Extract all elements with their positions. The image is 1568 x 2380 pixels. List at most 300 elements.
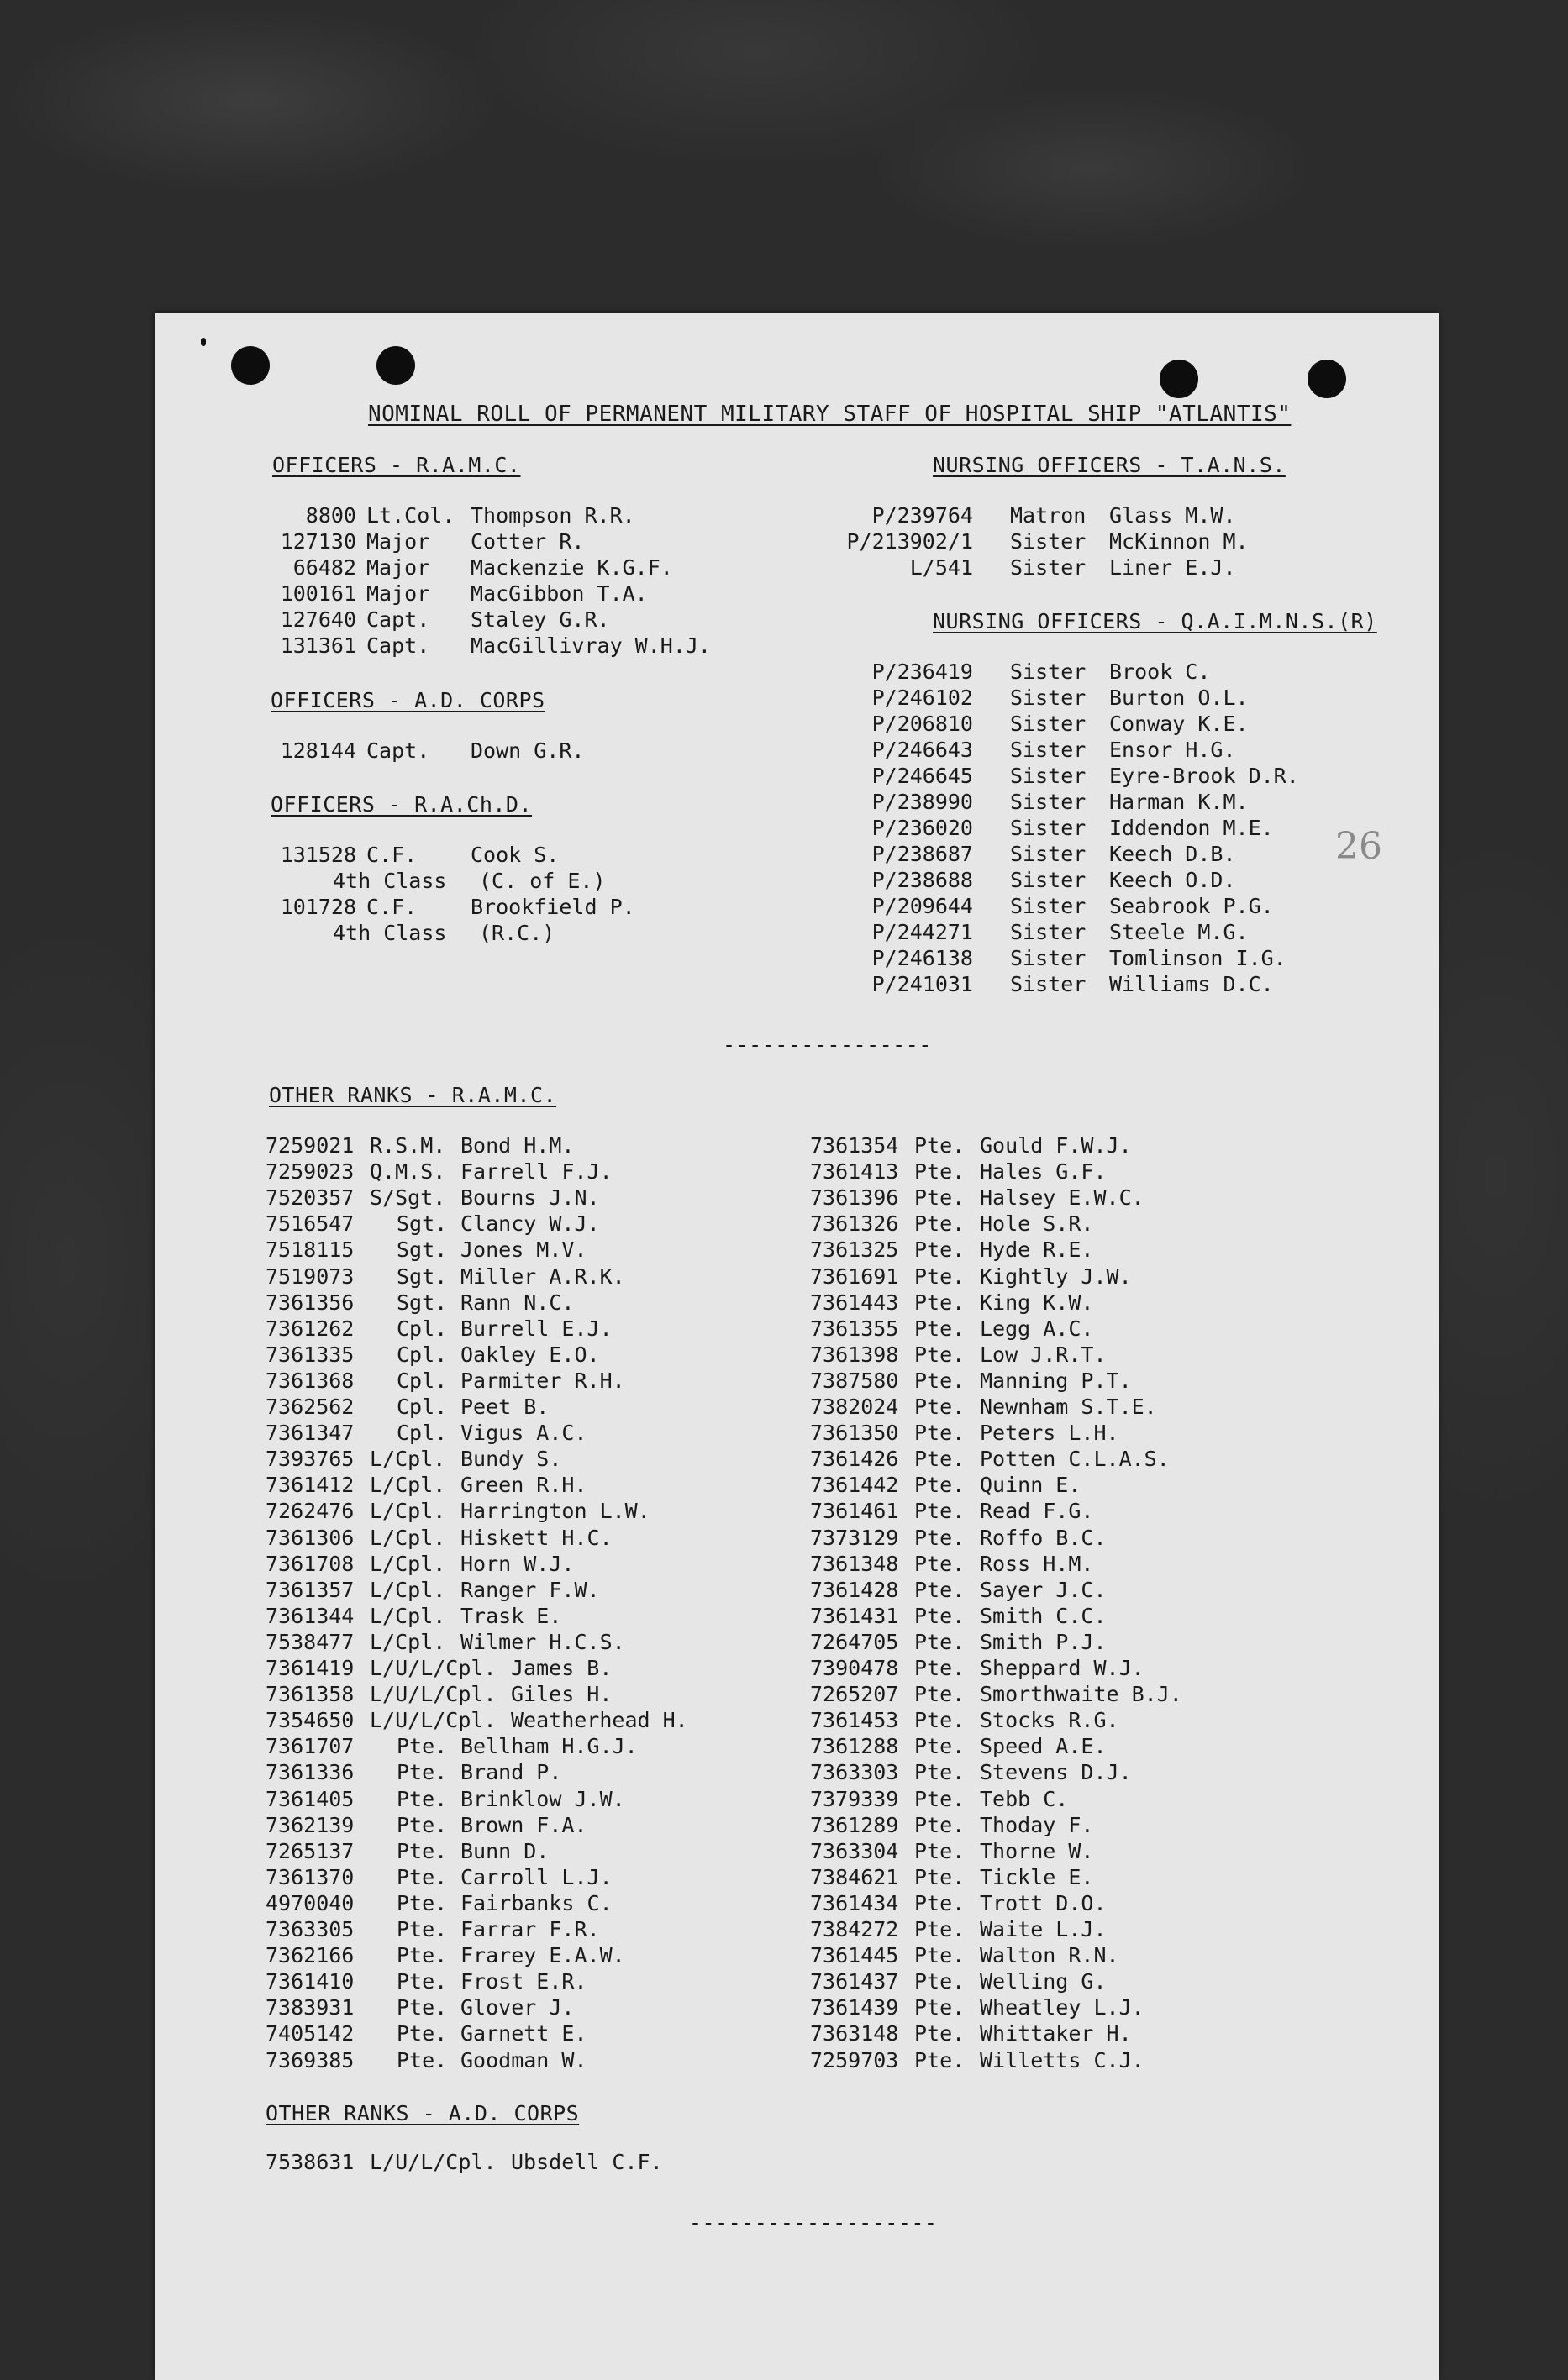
name: Wheatley L.J. bbox=[980, 1995, 1144, 2020]
name: Staley G.R. bbox=[471, 607, 610, 632]
service-number: 7354650 bbox=[266, 1708, 355, 1733]
roll-entry bbox=[155, 1994, 1439, 2020]
name: Tebb C. bbox=[980, 1786, 1069, 1811]
heading-other-ranks-ad: OTHER RANKS - A.D. CORPS bbox=[266, 2101, 580, 2125]
service-number: 131361 bbox=[280, 633, 356, 658]
service-number: 7361350 bbox=[810, 1421, 899, 1446]
service-number: 7361357 bbox=[266, 1577, 355, 1602]
roll-entry bbox=[155, 1237, 1439, 1263]
name: King K.W. bbox=[980, 1290, 1094, 1315]
rank: Pte. bbox=[914, 1499, 966, 1524]
service-number: 7259021 bbox=[266, 1133, 355, 1158]
page-number: 26 bbox=[1335, 825, 1382, 868]
ink-speck bbox=[201, 338, 206, 346]
service-number: 7361442 bbox=[810, 1473, 899, 1498]
rank: Pte. bbox=[914, 1551, 966, 1576]
rank: Pte. bbox=[914, 1211, 966, 1237]
rank: Pte. bbox=[914, 1629, 966, 1654]
rank: L/Cpl. bbox=[370, 1629, 446, 1654]
heading-officers-ramc: OFFICERS - R.A.M.C. bbox=[272, 453, 521, 477]
service-number: P/239764 bbox=[871, 503, 973, 528]
rank: Lt.Col. bbox=[366, 503, 455, 528]
heading-other-ranks-ramc: OTHER RANKS - R.A.M.C. bbox=[269, 1083, 557, 1107]
roll-entry bbox=[155, 1551, 1439, 1577]
service-number: 7361355 bbox=[810, 1316, 899, 1341]
service-number: 7361398 bbox=[810, 1342, 899, 1367]
rank: Pte. bbox=[914, 1133, 966, 1158]
rank: L/Cpl. bbox=[370, 1603, 446, 1628]
rank: Pte. bbox=[914, 1864, 966, 1889]
rank: Sister bbox=[1010, 946, 1087, 970]
service-number: 7361348 bbox=[810, 1551, 899, 1576]
service-number: 7361412 bbox=[266, 1473, 355, 1498]
rank: Sister bbox=[1010, 764, 1087, 788]
roll-entry bbox=[155, 1916, 1439, 1942]
rank: Capt. bbox=[366, 738, 430, 763]
rank: Sister bbox=[1010, 920, 1087, 944]
roll-entry bbox=[155, 971, 1439, 997]
name: Brinklow J.W. bbox=[460, 1786, 625, 1811]
service-number: 7405142 bbox=[266, 2021, 355, 2046]
name: Oakley E.O. bbox=[460, 1342, 600, 1367]
rank: Pte. bbox=[914, 1917, 966, 1941]
name: Burrell E.J. bbox=[460, 1316, 613, 1341]
name: Harman K.M. bbox=[1109, 790, 1249, 814]
service-number: 7363148 bbox=[810, 2021, 899, 2046]
name: Sheppard W.J. bbox=[980, 1656, 1144, 1680]
rank: Cpl. bbox=[397, 1421, 448, 1446]
bottom-divider: ------------------- bbox=[689, 2210, 938, 2235]
name: Burton O.L. bbox=[1109, 686, 1249, 710]
name: Potten C.L.A.S. bbox=[980, 1447, 1170, 1472]
name: Trott D.O. bbox=[980, 1890, 1107, 1915]
rank: Pte. bbox=[914, 1734, 966, 1759]
heading-nursing-tans: NURSING OFFICERS - T.A.N.S. bbox=[933, 453, 1286, 477]
name: Harrington L.W. bbox=[460, 1499, 650, 1524]
service-number: 7265137 bbox=[266, 1838, 355, 1863]
roll-entry bbox=[155, 1890, 1439, 1916]
rank: Sister bbox=[1010, 894, 1087, 918]
name: Glover J. bbox=[460, 1995, 575, 2020]
roll-entry bbox=[155, 1786, 1439, 1812]
service-number: 7361335 bbox=[266, 1342, 355, 1367]
rank: Sister bbox=[1010, 868, 1087, 892]
service-number: 7384272 bbox=[810, 1917, 899, 1941]
service-number: 7384621 bbox=[810, 1864, 899, 1889]
rank: Pte. bbox=[914, 1838, 966, 1863]
name: Eyre-Brook D.R. bbox=[1109, 764, 1299, 788]
service-number: 7361445 bbox=[810, 1943, 899, 1968]
rank: Sister bbox=[1010, 712, 1087, 736]
name: Ensor H.G. bbox=[1109, 738, 1236, 762]
name: Ross H.M. bbox=[980, 1551, 1094, 1576]
service-number: 7379339 bbox=[810, 1786, 899, 1811]
rank: Pte. bbox=[914, 1995, 966, 2020]
service-number: 7363304 bbox=[810, 1838, 899, 1863]
roll-entry bbox=[155, 1498, 1439, 1524]
roll-entry bbox=[155, 1655, 1439, 1681]
roll-entry bbox=[155, 737, 1439, 763]
rank: Pte. bbox=[914, 1473, 966, 1498]
rank: Pte. bbox=[914, 1682, 966, 1707]
service-number: 7361396 bbox=[810, 1185, 899, 1211]
rank: C.F. bbox=[366, 895, 418, 919]
roll-entry bbox=[155, 685, 1439, 711]
name: Waite L.J. bbox=[980, 1917, 1107, 1941]
rank-class: 4th Class bbox=[333, 921, 447, 945]
roll-entry bbox=[155, 711, 1439, 737]
service-number: 7361437 bbox=[810, 1969, 899, 1994]
roll-entry bbox=[155, 763, 1439, 789]
service-number: 7361461 bbox=[810, 1499, 899, 1524]
roll-entry bbox=[155, 919, 1439, 945]
name: Read F.G. bbox=[980, 1499, 1094, 1524]
roll-entry bbox=[155, 1368, 1439, 1394]
service-number: P/213902/1 bbox=[846, 529, 973, 554]
name: McKinnon M. bbox=[1109, 529, 1249, 554]
roll-entry bbox=[155, 867, 1439, 893]
service-number: 7363303 bbox=[810, 1760, 899, 1785]
rank: Cpl. bbox=[397, 1395, 448, 1419]
roll-entry bbox=[155, 633, 1439, 659]
roll-entry bbox=[155, 528, 1439, 554]
service-number: P/236020 bbox=[871, 816, 973, 840]
rank: Pte. bbox=[397, 2047, 448, 2073]
service-number: 7361368 bbox=[266, 1368, 355, 1393]
roll-entry bbox=[155, 1864, 1439, 1890]
document-title: NOMINAL ROLL OF PERMANENT MILITARY STAFF OF HOSPITAL SHIP "ATLANTIS" bbox=[368, 402, 1292, 427]
punch-hole bbox=[1308, 360, 1346, 398]
name: Thorne W. bbox=[980, 1838, 1094, 1863]
service-number: 100161 bbox=[280, 581, 356, 606]
name: MacGibbon T.A. bbox=[471, 581, 648, 606]
rank: Cpl. bbox=[397, 1316, 448, 1341]
service-number: P/241031 bbox=[871, 972, 973, 996]
punch-hole bbox=[376, 346, 415, 385]
rank: Sister bbox=[1010, 972, 1087, 996]
section-divider: ---------------- bbox=[723, 1032, 932, 1057]
rank: Pte. bbox=[914, 1760, 966, 1785]
name: Halsey E.W.C. bbox=[980, 1185, 1144, 1211]
service-number: P/209644 bbox=[871, 894, 973, 918]
name: Jones M.V. bbox=[460, 1237, 587, 1263]
name: James B. bbox=[511, 1656, 613, 1680]
roll-entry bbox=[155, 1446, 1439, 1472]
service-number: 7383931 bbox=[266, 1995, 355, 2020]
rank: Pte. bbox=[914, 1290, 966, 1315]
rank: Pte. bbox=[397, 1734, 448, 1759]
name: Iddendon M.E. bbox=[1109, 816, 1274, 840]
rank: Pte. bbox=[397, 1969, 448, 1994]
service-number: 7361325 bbox=[810, 1237, 899, 1263]
service-number: 7361707 bbox=[266, 1734, 355, 1759]
rank: Pte. bbox=[397, 2021, 448, 2046]
rank: L/Cpl. bbox=[370, 1525, 446, 1550]
service-number: 7538477 bbox=[266, 1629, 355, 1654]
roll-entry bbox=[155, 659, 1439, 685]
service-number: 7361453 bbox=[810, 1708, 899, 1733]
rank: Cpl. bbox=[397, 1342, 448, 1367]
rank: L/Cpl. bbox=[370, 1473, 446, 1498]
name: Newnham S.T.E. bbox=[980, 1395, 1157, 1419]
rank: L/Cpl. bbox=[370, 1577, 446, 1602]
service-number: 7362562 bbox=[266, 1395, 355, 1419]
roll-entry bbox=[155, 1316, 1439, 1342]
roll-entry bbox=[155, 1733, 1439, 1759]
rank: Pte. bbox=[914, 1159, 966, 1185]
service-number: 7361344 bbox=[266, 1603, 355, 1628]
rank: Sister bbox=[1010, 659, 1087, 684]
name: Keech O.D. bbox=[1109, 868, 1236, 892]
rank: Major bbox=[366, 529, 430, 554]
service-number: 7361691 bbox=[810, 1264, 899, 1289]
rank: Pte. bbox=[914, 1943, 966, 1968]
service-number: 7361439 bbox=[810, 1995, 899, 2020]
rank: R.S.M. bbox=[370, 1133, 446, 1158]
roll-entry bbox=[155, 789, 1439, 815]
service-number: 7361434 bbox=[810, 1890, 899, 1915]
service-number: 7390478 bbox=[810, 1656, 899, 1680]
heading-officers-ad: OFFICERS - A.D. CORPS bbox=[271, 688, 545, 712]
name: Giles H. bbox=[511, 1682, 613, 1707]
rank: Pte. bbox=[397, 1864, 448, 1889]
rank: Pte. bbox=[914, 1786, 966, 1811]
name: Tomlinson I.G. bbox=[1109, 946, 1286, 970]
roll-entry bbox=[155, 1681, 1439, 1707]
service-number: P/238990 bbox=[871, 790, 973, 814]
roll-entry bbox=[155, 1472, 1439, 1498]
service-number: 7387580 bbox=[810, 1368, 899, 1393]
name: Farrell F.J. bbox=[460, 1159, 613, 1185]
roll-entry bbox=[155, 1342, 1439, 1368]
roll-entry bbox=[155, 893, 1439, 919]
name: Cook S. bbox=[471, 843, 560, 867]
roll-entry bbox=[155, 841, 1439, 867]
name: Hole S.R. bbox=[980, 1211, 1094, 1237]
service-number: 7361347 bbox=[266, 1421, 355, 1446]
roll-entry bbox=[155, 1525, 1439, 1551]
service-number: 7361336 bbox=[266, 1760, 355, 1785]
roll-entry bbox=[155, 815, 1439, 841]
service-number: 7361354 bbox=[810, 1133, 899, 1158]
service-number: 7363305 bbox=[266, 1917, 355, 1941]
service-number: 7262476 bbox=[266, 1499, 355, 1524]
service-number: 7361431 bbox=[810, 1603, 899, 1628]
service-number: 7519073 bbox=[266, 1264, 355, 1289]
service-number: 7361358 bbox=[266, 1682, 355, 1707]
service-number: 4970040 bbox=[266, 1890, 355, 1915]
name: Liner E.J. bbox=[1109, 555, 1236, 580]
name: Down G.R. bbox=[471, 738, 585, 763]
name: Smith C.C. bbox=[980, 1603, 1107, 1628]
roll-entry bbox=[155, 1759, 1439, 1785]
name: MacGillivray W.H.J. bbox=[471, 633, 711, 658]
service-number: P/246102 bbox=[871, 686, 973, 710]
name: Seabrook P.G. bbox=[1109, 894, 1274, 918]
rank: Capt. bbox=[366, 633, 430, 658]
roll-entry bbox=[155, 1838, 1439, 1864]
name: Rann N.C. bbox=[460, 1290, 575, 1315]
name: Ubsdell C.F. bbox=[511, 2150, 663, 2174]
roll-entry bbox=[155, 1394, 1439, 1420]
service-number: 7518115 bbox=[266, 1237, 355, 1263]
name: Williams D.C. bbox=[1109, 972, 1274, 996]
name: Bond H.M. bbox=[460, 1133, 575, 1158]
name: Kightly J.W. bbox=[980, 1264, 1132, 1289]
name: Stevens D.J. bbox=[980, 1760, 1132, 1785]
name: Brook C. bbox=[1109, 659, 1211, 684]
rank: Pte. bbox=[914, 1185, 966, 1211]
rank: Q.M.S. bbox=[370, 1159, 446, 1185]
name: Tickle E. bbox=[980, 1864, 1094, 1889]
service-number: 7361289 bbox=[810, 1812, 899, 1837]
name: Peet B. bbox=[460, 1395, 550, 1419]
roll-entry bbox=[155, 1577, 1439, 1603]
name: Hales G.F. bbox=[980, 1159, 1107, 1185]
service-number: 131528 bbox=[280, 843, 356, 867]
service-number: 7361405 bbox=[266, 1786, 355, 1811]
rank: L/Cpl. bbox=[370, 1551, 446, 1576]
name: Bellham H.G.J. bbox=[460, 1734, 638, 1759]
rank: Sgt. bbox=[397, 1290, 448, 1315]
service-number: 128144 bbox=[280, 738, 356, 763]
roll-entry bbox=[155, 1264, 1439, 1290]
roll-entry bbox=[155, 502, 1439, 528]
service-number: P/206810 bbox=[871, 712, 973, 736]
rank: Pte. bbox=[914, 1969, 966, 1994]
rank: Pte. bbox=[914, 1395, 966, 1419]
rank: Major bbox=[366, 555, 430, 580]
service-number: 7361428 bbox=[810, 1577, 899, 1602]
name: Hyde R.E. bbox=[980, 1237, 1094, 1263]
name: Conway K.E. bbox=[1109, 712, 1249, 736]
denomination: (R.C.) bbox=[479, 921, 555, 945]
service-number: 7393765 bbox=[266, 1447, 355, 1472]
name: Smith P.J. bbox=[980, 1629, 1107, 1654]
rank: Pte. bbox=[914, 1342, 966, 1367]
rank: Pte. bbox=[397, 1760, 448, 1785]
rank: Sister bbox=[1010, 790, 1087, 814]
rank: Pte. bbox=[914, 1447, 966, 1472]
service-number: 7362139 bbox=[266, 1812, 355, 1837]
rank: L/U/L/Cpl. bbox=[370, 1708, 497, 1733]
service-number: P/238687 bbox=[871, 842, 973, 866]
heading-officers-rachd: OFFICERS - R.A.Ch.D. bbox=[271, 792, 533, 817]
rank: L/Cpl. bbox=[370, 1499, 446, 1524]
rank: L/U/L/Cpl. bbox=[370, 2150, 497, 2174]
rank: Pte. bbox=[397, 1995, 448, 2020]
name: Horn W.J. bbox=[460, 1551, 575, 1576]
service-number: P/246645 bbox=[871, 764, 973, 788]
roll-entry bbox=[155, 607, 1439, 633]
name: Speed A.E. bbox=[980, 1734, 1107, 1759]
roll-entry bbox=[155, 554, 1439, 581]
service-number: L/541 bbox=[909, 555, 973, 580]
name: Trask E. bbox=[460, 1603, 562, 1628]
rank: Capt. bbox=[366, 607, 430, 632]
service-number: 7361443 bbox=[810, 1290, 899, 1315]
name: Keech D.B. bbox=[1109, 842, 1236, 866]
service-number: 7520357 bbox=[266, 1185, 355, 1211]
name: Thoday F. bbox=[980, 1812, 1094, 1837]
name: Parmiter R.H. bbox=[460, 1368, 625, 1393]
rank: Pte. bbox=[914, 1812, 966, 1837]
service-number: 7361708 bbox=[266, 1551, 355, 1576]
punch-hole bbox=[1160, 360, 1198, 398]
rank: Sgt. bbox=[397, 1237, 448, 1263]
name: Bourns J.N. bbox=[460, 1185, 600, 1211]
name: Green R.H. bbox=[460, 1473, 587, 1498]
rank: Pte. bbox=[914, 1421, 966, 1446]
service-number: 7369385 bbox=[266, 2047, 355, 2073]
service-number: 7362166 bbox=[266, 1943, 355, 1968]
service-number: 7516547 bbox=[266, 1211, 355, 1237]
roll-entry bbox=[155, 1185, 1439, 1211]
name: Garnett E. bbox=[460, 2021, 587, 2046]
name: Goodman W. bbox=[460, 2047, 587, 2073]
rank: Pte. bbox=[914, 1368, 966, 1393]
name: Manning P.T. bbox=[980, 1368, 1132, 1393]
roll-entry bbox=[155, 1707, 1439, 1733]
name: Quinn E. bbox=[980, 1473, 1081, 1498]
service-number: 7361326 bbox=[810, 1211, 899, 1237]
punch-hole bbox=[231, 346, 270, 385]
name: Ranger F.W. bbox=[460, 1577, 600, 1602]
name: Brookfield P. bbox=[471, 895, 635, 919]
name: Frost E.R. bbox=[460, 1969, 587, 1994]
roll-entry bbox=[155, 1629, 1439, 1655]
heading-nursing-qaimns: NURSING OFFICERS - Q.A.I.M.N.S.(R) bbox=[933, 609, 1377, 633]
name: Carroll L.J. bbox=[460, 1864, 613, 1889]
name: Glass M.W. bbox=[1109, 503, 1236, 528]
rank: Pte. bbox=[914, 1708, 966, 1733]
rank: C.F. bbox=[366, 843, 418, 867]
rank: Sister bbox=[1010, 738, 1087, 762]
roll-entry bbox=[155, 1968, 1439, 1994]
service-number: 7373129 bbox=[810, 1525, 899, 1550]
service-number: 66482 bbox=[292, 555, 356, 580]
name: Legg A.C. bbox=[980, 1316, 1094, 1341]
roll-entry bbox=[155, 1290, 1439, 1316]
name: Thompson R.R. bbox=[471, 503, 635, 528]
rank: Sister bbox=[1010, 842, 1087, 866]
service-number: 7538631 bbox=[266, 2150, 355, 2174]
service-number: P/244271 bbox=[871, 920, 973, 944]
rank: Pte. bbox=[397, 1943, 448, 1968]
service-number: 127640 bbox=[280, 607, 356, 632]
roll-entry bbox=[155, 2149, 1439, 2175]
name: Cotter R. bbox=[471, 529, 585, 554]
name: Weatherhead H. bbox=[511, 1708, 688, 1733]
name: Brown F.A. bbox=[460, 1812, 587, 1837]
name: Miller A.R.K. bbox=[460, 1264, 625, 1289]
name: Gould F.W.J. bbox=[980, 1133, 1132, 1158]
rank: Sgt. bbox=[397, 1264, 448, 1289]
name: Whittaker H. bbox=[980, 2021, 1132, 2046]
service-number: 7361413 bbox=[810, 1159, 899, 1185]
rank: Sister bbox=[1010, 529, 1087, 554]
roll-entry bbox=[155, 945, 1439, 971]
service-number: P/238688 bbox=[871, 868, 973, 892]
rank: Pte. bbox=[397, 1917, 448, 1941]
name: Welling G. bbox=[980, 1969, 1107, 1994]
rank: Pte. bbox=[914, 1577, 966, 1602]
service-number: 7361370 bbox=[266, 1864, 355, 1889]
service-number: 7361262 bbox=[266, 1316, 355, 1341]
roll-entry bbox=[155, 1420, 1439, 1446]
roll-entry bbox=[155, 581, 1439, 607]
service-number: 7361426 bbox=[810, 1447, 899, 1472]
